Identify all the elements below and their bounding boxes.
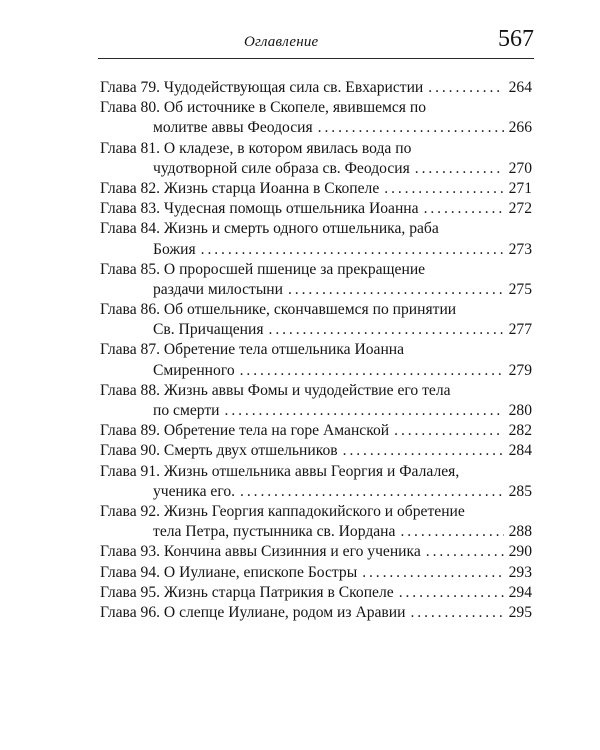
toc-line (100, 199, 532, 219)
toc-entry (100, 421, 532, 441)
toc-line (100, 280, 532, 300)
toc-page-number: 273 (508, 240, 532, 258)
toc-line (100, 401, 532, 421)
toc-entry-title: Глава 79. Чудодействующая сила св. Евхаристии (100, 79, 424, 96)
toc-page-number: 295 (508, 603, 532, 621)
toc-entry-title: Глава 92. Жизнь Георгия каппадокийского и обретение (100, 502, 465, 520)
dot-leader (362, 563, 503, 583)
toc-entry-title: Глава 86. Об отшельнике, скончавшемся по принятии (100, 301, 457, 319)
toc-line (100, 421, 532, 441)
toc-entry-title: молитве аввы Феодосия (153, 119, 313, 137)
toc-entry (100, 199, 532, 219)
toc-entry-title: Глава 96. О слепце Иулиане, родом из Аравии (100, 603, 406, 621)
toc-page-number: 294 (508, 583, 532, 601)
dot-leader (384, 179, 503, 199)
toc-entry-title: Глава 90. Смерть двух отшельников (100, 442, 338, 460)
dot-leader (410, 603, 503, 623)
toc-entry-title: Св. Причащения (153, 321, 264, 339)
toc-entry (100, 563, 532, 583)
toc-line (100, 159, 532, 179)
toc-line (100, 502, 532, 522)
toc-page-number: 277 (508, 321, 532, 339)
table-of-contents (100, 78, 532, 623)
toc-line (100, 542, 532, 562)
toc-entry-title: раздачи милостыни (153, 280, 283, 298)
toc-line (100, 441, 532, 461)
toc-page-number: 272 (508, 200, 532, 218)
toc-page-number: 275 (508, 280, 532, 298)
toc-entry (100, 502, 532, 542)
toc-line (100, 381, 532, 401)
toc-line (100, 522, 532, 542)
dot-leader (394, 421, 503, 441)
toc-entry-title: ученика его. (153, 482, 236, 500)
toc-line (100, 320, 532, 340)
toc-page-number: 271 (508, 179, 532, 197)
toc-entry-title: Глава 91. Жизнь отшельника аввы Георгия и Фалалея, (100, 462, 460, 480)
dot-leader (400, 522, 503, 542)
toc-entry-title: Глава 93. Кончина аввы Сизинния и его ученика (100, 543, 421, 561)
toc-entry (100, 219, 532, 259)
toc-entry (100, 441, 532, 461)
toc-entry (100, 78, 532, 98)
dot-leader (424, 199, 504, 219)
toc-entry-title: Глава 88. Жизнь аввы Фомы и чудодействие его тела (100, 381, 451, 399)
toc-entry-title: Глава 95. Жизнь старца Патрикия в Скопеле (100, 583, 394, 601)
dot-leader (343, 441, 504, 461)
toc-page-number: 270 (508, 159, 532, 177)
toc-entry-title: тела Петра, пустынника св. Иордана (153, 523, 396, 541)
toc-entry-title: Глава 89. Обретение тела на горе Аманской (100, 422, 390, 440)
toc-line (100, 603, 532, 623)
dot-leader (240, 361, 504, 381)
dot-leader (318, 118, 504, 138)
dot-leader (426, 542, 504, 562)
toc-page-number: 290 (508, 543, 532, 561)
toc-page-number: 264 (508, 79, 532, 96)
toc-entry-title: Глава 84. Жизнь и смерть одного отшельника, раба (100, 220, 439, 238)
toc-line (100, 300, 532, 320)
toc-entry (100, 603, 532, 623)
toc-entry (100, 300, 532, 340)
dot-leader (415, 159, 504, 179)
running-title: Оглавление (244, 34, 319, 50)
dot-leader (288, 280, 504, 300)
toc-line (100, 118, 532, 138)
toc-entry (100, 340, 532, 380)
dot-leader (428, 78, 503, 98)
toc-page-number: 266 (508, 119, 532, 137)
toc-line (100, 179, 532, 199)
header-rule (98, 58, 534, 59)
toc-page-number: 288 (508, 523, 532, 541)
toc-line (100, 98, 532, 118)
toc-page-number: 279 (508, 361, 532, 379)
dot-leader (201, 240, 504, 260)
toc-page-number: 293 (508, 563, 532, 581)
toc-entry-title: Глава 94. О Иулиане, епископе Бостры (100, 563, 358, 581)
toc-page-number: 285 (508, 482, 532, 500)
toc-line (100, 78, 532, 98)
toc-entry-title: Глава 80. Об источнике в Скопеле, явившемся по (100, 99, 426, 117)
toc-entry-title: Глава 87. Обретение тела отшельника Иоанна (100, 341, 405, 359)
toc-line (100, 219, 532, 239)
toc-entry (100, 381, 532, 421)
toc-page-number: 280 (508, 402, 532, 419)
toc-page-number: 284 (508, 442, 532, 460)
toc-entry-title: по смерти (153, 402, 220, 419)
toc-entry (100, 583, 532, 603)
toc-line (100, 139, 532, 159)
toc-line (100, 583, 532, 603)
dot-leader (240, 482, 504, 502)
toc-line (100, 361, 532, 381)
toc-entry-title: Глава 83. Чудесная помощь отшельника Иоанна (100, 200, 419, 218)
toc-entry-title: чудотворной силе образа св. Феодосия (153, 159, 410, 177)
toc-line (100, 240, 532, 260)
running-header (98, 26, 534, 60)
toc-line (100, 563, 532, 583)
toc-entry-title: Глава 85. О проросшей пшенице за прекращение (100, 260, 426, 278)
toc-entry (100, 462, 532, 502)
dot-leader (269, 320, 504, 340)
dot-leader (225, 401, 504, 421)
toc-entry-title: Глава 81. О кладезе, в котором явилась вода по (100, 139, 412, 157)
toc-entry-title: Глава 82. Жизнь старца Иоанна в Скопеле (100, 179, 380, 197)
toc-entry-title: Смиренного (153, 361, 235, 379)
toc-page-number: 282 (508, 422, 532, 440)
toc-line (100, 462, 532, 482)
dot-leader (399, 583, 504, 603)
toc-line (100, 340, 532, 360)
toc-entry (100, 139, 532, 179)
toc-line (100, 482, 532, 502)
toc-entry-title: Божия (153, 240, 196, 258)
toc-line (100, 260, 532, 280)
toc-entry (100, 260, 532, 300)
page-number: 567 (498, 26, 534, 52)
toc-entry (100, 542, 532, 562)
toc-entry (100, 179, 532, 199)
toc-entry (100, 98, 532, 138)
